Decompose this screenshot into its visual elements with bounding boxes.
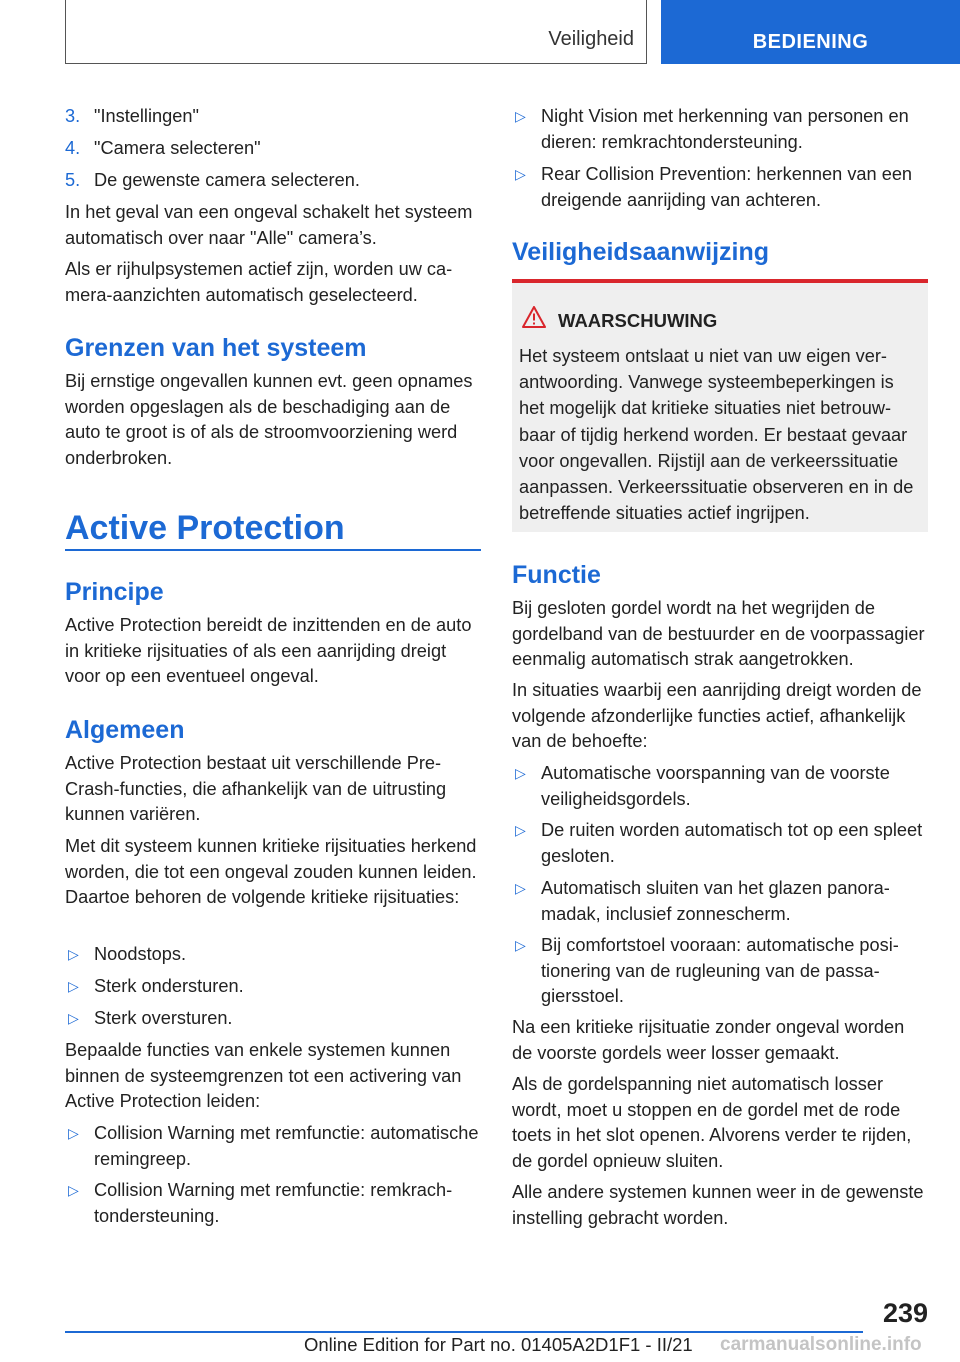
- paragraph: Met dit systeem kunnen kritieke rijsituaties herkend worden, die tot een ongeval zouden kunnen leiden. Daartoe behoren de volgende kritieke rijsituaties:: [65, 836, 477, 907]
- step-number: 3.: [65, 106, 81, 126]
- bullet-triangle-icon: ▷: [515, 166, 526, 182]
- paragraph: Active Protection bestaat uit verschillende Pre-Crash-functies, die afhankelijk van de uitrusting kunnen variëren.: [65, 753, 447, 824]
- section-heading-functie: Functie: [512, 561, 601, 589]
- list-item: [512, 876, 928, 927]
- bullet-triangle-icon: ▷: [515, 880, 526, 896]
- list-item-text: Collision Warning met remfunctie: automatische remingreep.: [94, 1123, 479, 1169]
- list-item-text: Automatische voorspanning van de voorste veiligheidsgordels.: [541, 763, 890, 809]
- paragraph: Bij gesloten gordel wordt na het wegrijden de gordelband van de bestuurder en de voorpassagier eenmalig automatisch strak aangetrokken.: [512, 598, 925, 669]
- section-heading-veiligheidsaanwijzing: Veiligheidsaanwijzing: [512, 238, 770, 266]
- paragraph: Als de gordelspanning niet automatisch losser wordt, moet u stoppen en de gordel met de rode toets in het slot openen. Alvorens verder te rijden, de gordel opnieuw sluiten.: [512, 1074, 912, 1171]
- list-item-text: Collision Warning met remfunctie: remkrachtondersteuning.: [94, 1180, 453, 1226]
- chapter-heading-active-protection: Active Protection: [65, 509, 345, 547]
- header-chapter-tab: BEDIENING: [661, 0, 960, 64]
- warning-body: Het systeem ontslaat u niet van uw eigen verantwoording. Vanwege systeembeperkingen is het mogelijk dat kritieke situaties niet betrouwbaar of tijdig herkend worden. Er bestaat gevaar voor ongevallen. Rijstijl aan de verkeerssituatie aanpassen. Verkeerssituatie observeren en in de betreffende situaties actief ingrijpen.: [519, 346, 914, 524]
- bullet-triangle-icon: ▷: [515, 108, 526, 124]
- warning-box: [512, 279, 928, 532]
- list-item: [65, 942, 481, 968]
- list-item-text: Noodstops.: [94, 944, 187, 964]
- footer-rule: [65, 1331, 863, 1333]
- paragraph: In het geval van een ongeval schakelt het systeem automatisch over naar "Alle" camera’s.: [65, 202, 473, 248]
- list-item-text: Bij comfortstoel vooraan: automatische positionering van de rugleuning van de passagiersstoel.: [541, 935, 899, 1006]
- list-item-text: Night Vision met herkenning van personen en dieren: remkrachtondersteuning.: [541, 106, 909, 152]
- list-item: [65, 1121, 481, 1172]
- step-text: De gewenste camera selecteren.: [94, 170, 360, 190]
- bullet-triangle-icon: ▷: [68, 1010, 79, 1026]
- list-item-text: Automatisch sluiten van het glazen panoramadak, inclusief zonnescherm.: [541, 878, 890, 924]
- bullet-triangle-icon: ▷: [68, 1125, 79, 1141]
- warning-triangle-icon: [522, 306, 546, 328]
- list-item-text: Sterk ondersturen.: [94, 976, 244, 996]
- list-item: [512, 818, 928, 869]
- heading-rule: [65, 549, 481, 551]
- warning-title: WAARSCHUWING: [558, 310, 718, 331]
- step-text: "Instellingen": [94, 106, 199, 126]
- bullet-triangle-icon: ▷: [515, 822, 526, 838]
- paragraph: Als er rijhulpsystemen actief zijn, worden uw camera-aanzichten automatisch geselecteerd.: [65, 259, 453, 305]
- paragraph: Active Protection bereidt de inzittenden en de auto in kritieke rijsituaties of als een aanrijding dreigt voor op een eventueel ongeval.: [65, 615, 472, 686]
- list-item: [512, 761, 928, 812]
- paragraph: Bepaalde functies van enkele systemen kunnen binnen de systeemgrenzen tot een activering van Active Protection leiden:: [65, 1040, 462, 1111]
- list-item: [512, 104, 928, 155]
- list-item: [65, 1178, 481, 1229]
- list-item: [512, 162, 928, 213]
- bullet-triangle-icon: ▷: [515, 937, 526, 953]
- section-heading-algemeen: Algemeen: [65, 716, 185, 744]
- step-item: [65, 104, 481, 130]
- list-item: [65, 974, 481, 1000]
- section-heading-principe: Principe: [65, 578, 164, 606]
- step-number: 4.: [65, 138, 81, 158]
- step-number: 5.: [65, 170, 81, 190]
- watermark: carmanualsonline.info: [720, 1334, 922, 1355]
- bullet-triangle-icon: ▷: [68, 978, 79, 994]
- section-heading-grenzen: Grenzen van het systeem: [65, 334, 367, 362]
- step-item: [65, 136, 481, 162]
- paragraph: Na een kritieke rijsituatie zonder ongeval worden de voorste gordels weer losser gemaakt.: [512, 1017, 905, 1063]
- bullet-triangle-icon: ▷: [68, 946, 79, 962]
- bullet-triangle-icon: ▷: [515, 765, 526, 781]
- list-item: [512, 933, 928, 1010]
- paragraph: Alle andere systemen kunnen weer in de gewenste instelling gebracht worden.: [512, 1182, 924, 1228]
- list-item-text: Rear Collision Prevention: herkennen van een dreigende aanrijding van achteren.: [541, 164, 913, 210]
- page-number: 239: [882, 1298, 928, 1328]
- bullet-triangle-icon: ▷: [68, 1182, 79, 1198]
- step-text: "Camera selecteren": [94, 138, 261, 158]
- list-item: [65, 1006, 481, 1032]
- footer-edition: Online Edition for Part no. 01405A2D1F1 - II/21: [304, 1334, 693, 1355]
- paragraph: Bij ernstige ongevallen kunnen evt. geen opnames worden opgeslagen als de beschadiging aan de auto te groot is of als de stroomvoorziening werd onderbroken.: [65, 371, 473, 468]
- paragraph: In situaties waarbij een aanrijding dreigt worden de volgende afzonderlijke functies actief, afhankelijk van de behoefte:: [512, 680, 922, 751]
- header-section-title: Veiligheid: [548, 28, 634, 50]
- list-item-text: Sterk oversturen.: [94, 1008, 233, 1028]
- list-item-text: De ruiten worden automatisch tot op een spleet gesloten.: [541, 820, 923, 866]
- step-item: [65, 168, 481, 194]
